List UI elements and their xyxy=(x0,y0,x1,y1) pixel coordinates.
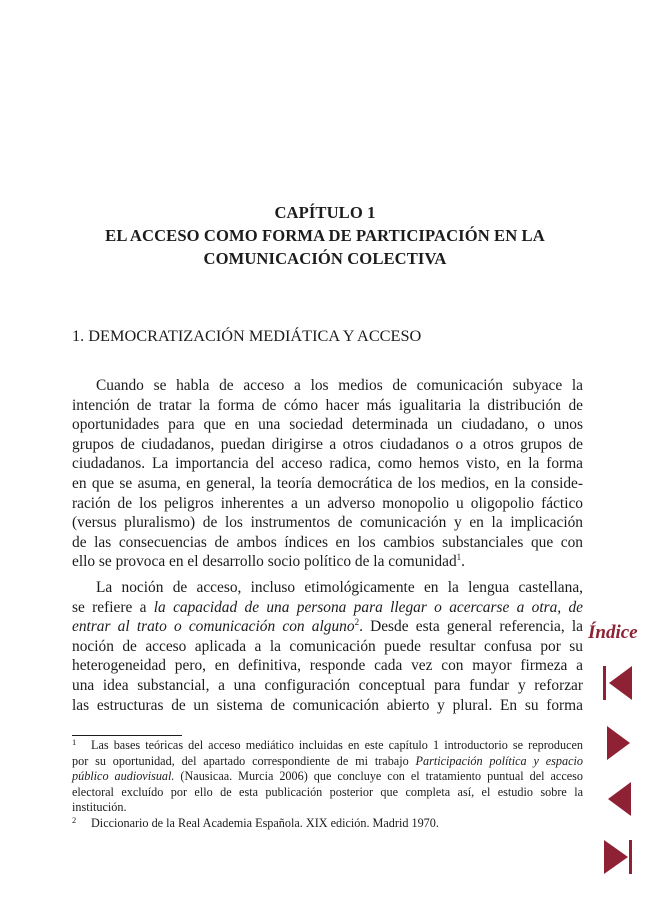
footnote-separator xyxy=(72,735,182,736)
text-line: ración de los peligros inherentes a un adverso monopolio u oligopolio fáctico xyxy=(72,494,583,512)
chapter-title-line-2: COMUNICACIÓN COLECTIVA xyxy=(203,249,447,268)
next-page-icon xyxy=(602,724,636,762)
body-text xyxy=(72,376,583,715)
footnote-line: por su oportunidad, del apartado correspondiente de mi trabajo Participación política y espacio xyxy=(72,753,583,768)
footnotes xyxy=(72,738,583,831)
footnote-line: 1 Las bases teóricas del acceso mediático incluidas en este capítulo 1 introductorio se reproducen xyxy=(72,737,583,752)
text-line: Cuando se habla de acceso a los medios de comunicación subyace la xyxy=(96,377,583,394)
footnote-1 xyxy=(72,738,583,816)
footnote-line: 2 Diccionario de la Real Academia Española. XIX edición. Madrid 1970. xyxy=(72,814,439,830)
footnote-ref-2[interactable]: 2 xyxy=(354,617,360,628)
footnote-line: público audiovisual. (Nausicaa. Murcia 2006) que concluye con el tratamiento puntual del acceso xyxy=(72,769,583,783)
text-line: ciudadanos. La importancia del acceso radica, como hemos visto, en la forma xyxy=(72,455,583,473)
last-page-icon xyxy=(602,838,636,876)
text-line: en que se asuma, en general, la teoría democrática de los medios, en la conside- xyxy=(72,474,583,492)
text-line: La noción de acceso, incluso etimológicamente en la lengua castellana, xyxy=(96,578,583,596)
text-line: (versus pluralismo) de los instrumentos de comunicación y en la implicación xyxy=(72,514,583,532)
section-title: 1. DEMOCRATIZACIÓN MEDIÁTICA Y ACCESO xyxy=(72,326,422,345)
paragraph-1 xyxy=(72,376,583,572)
last-page-button[interactable] xyxy=(602,838,636,876)
index-link[interactable]: Índice xyxy=(588,622,638,643)
footnote-line: electoral excluído por ello de esta publicación posterior que completa así, el estudio sobre la xyxy=(72,784,583,799)
text-line: grupos de ciudadanos, puedan dirigirse a otros ciudadanos o a otros grupos de xyxy=(72,435,583,453)
text-line: noción de acceso aplicada a la comunicación puede resultar confusa por su xyxy=(72,637,583,655)
text-line: una idea substancial, a una configuración conceptual para fundar y reforzar xyxy=(72,676,583,694)
text-line: ello se provoca en el desarrollo socio político de la comunidad$^1$. xyxy=(72,552,466,571)
text-line: oportunidades para que en una sociedad determinada un ciudadano, o unos xyxy=(72,416,583,434)
text-line: se refiere a la capacidad de una persona para llegar o acercarse a otra, de xyxy=(72,598,584,616)
text-line: las estructuras de un sistema de comunicación abierto y plural. En su forma xyxy=(72,696,583,714)
text-line: entrar al trato o comunicación con alguno$^2$. Desde esta general referencia, la xyxy=(72,617,584,636)
footnote-line: institución. xyxy=(72,800,127,814)
first-page-icon xyxy=(602,664,636,702)
paragraph-2 xyxy=(72,578,583,715)
text-line: de las consecuencias de ambos índices en los cambios substanciales que con xyxy=(72,533,583,551)
text-line: intención de tratar la forma de cómo hacer más igualitaria la distribución de xyxy=(72,396,583,414)
previous-page-icon xyxy=(602,780,636,818)
previous-page-button[interactable] xyxy=(602,780,636,818)
chapter-heading xyxy=(60,201,590,270)
chapter-number: CAPÍTULO 1 xyxy=(274,203,376,222)
chapter-title-line-1: EL ACCESO COMO FORMA DE PARTICIPACIÓN EN LA xyxy=(105,226,545,245)
footnote-ref-1[interactable]: 1 xyxy=(456,552,462,563)
text-line: heterogeneidad pero, en definitiva, responde cada vez con mayor firmeza a xyxy=(72,657,583,675)
first-page-button[interactable] xyxy=(602,664,636,702)
footnote-2 xyxy=(72,816,583,832)
next-page-button[interactable] xyxy=(602,724,636,762)
